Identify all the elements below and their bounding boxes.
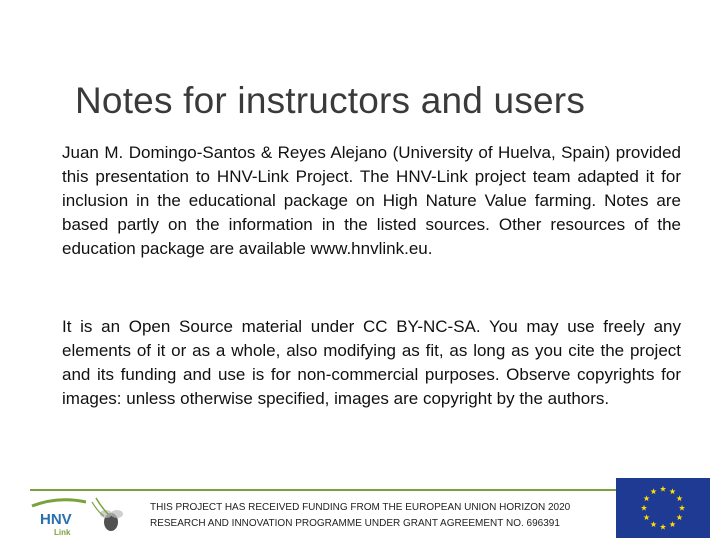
logo-text: HNV	[40, 511, 72, 528]
slide-title: Notes for instructors and users	[75, 80, 586, 121]
hnv-link-logo	[28, 492, 138, 538]
funding-statement	[150, 500, 570, 532]
logo-subtext: Link	[54, 528, 71, 537]
footer	[0, 478, 720, 540]
funding-line-1: THIS PROJECT HAS RECEIVED FUNDING FROM THE EUROPEAN UNION HORIZON 2020	[150, 502, 571, 513]
intro-paragraph: Juan M. Domingo-Santos & Reyes Alejano (University of Huelva, Spain) provided this presentation to HNV-Link Project. The HNV-Link project team adapted it for inclusion in the educational package on High Nature Value farming. Notes are based partly on the information in the listed sources. Other resources of the education package are available www.hnvlink.eu.	[62, 143, 681, 258]
funding-line-2: RESEARCH AND INNOVATION PROGRAMME UNDER GRANT AGREEMENT NO. 696391	[150, 518, 560, 529]
license-paragraph: It is an Open Source material under CC BY-NC-SA. You may use freely any elements of it or as a whole, also modifying as fit, as long as you cite the project and its funding and use is for non-commercial purposes. Observe copyrights for images: unless otherwise specified, images are copyright by the authors.	[62, 317, 681, 408]
footer-divider	[30, 489, 630, 491]
eu-flag-icon	[616, 478, 710, 538]
